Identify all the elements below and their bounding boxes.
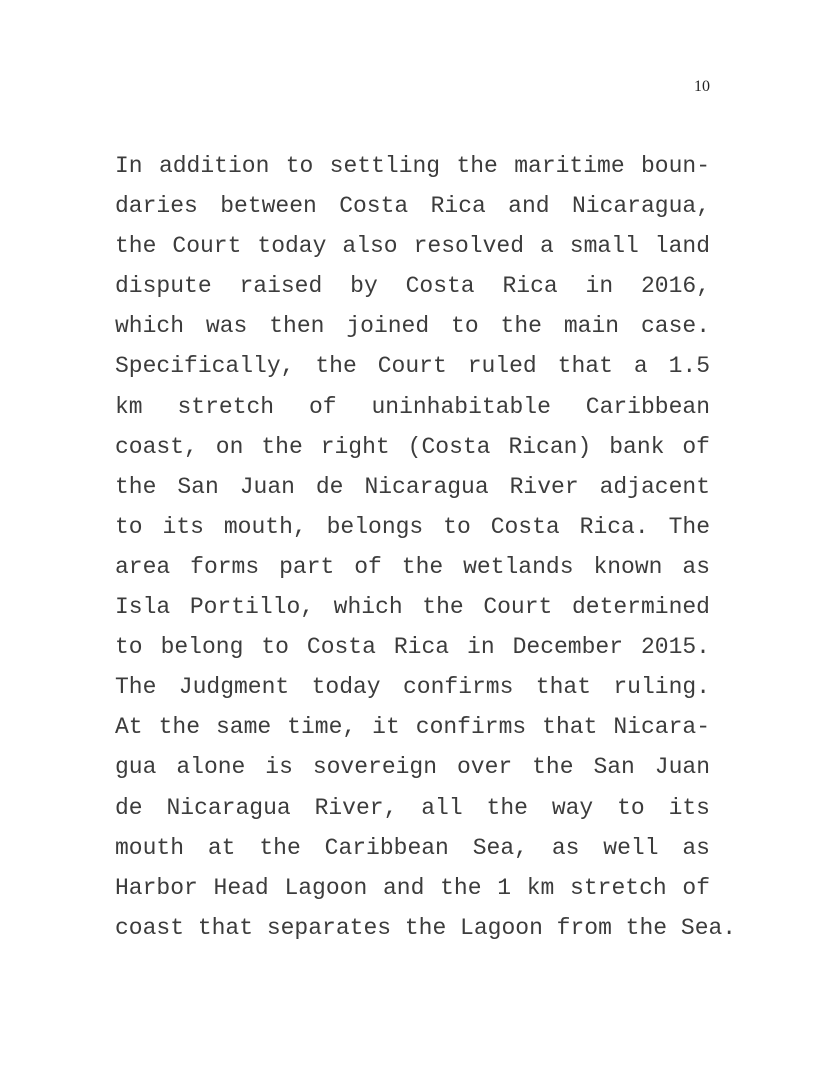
text-line: In addition to settling the maritime boun- (115, 153, 710, 179)
text-line: which was then joined to the main case. (115, 313, 710, 340)
text-line: coast, on the right (Costa Rican) bank of (115, 433, 710, 460)
text-line: mouth at the Caribbean Sea, as well as (115, 834, 710, 861)
text-line: area forms part of the wetlands known as (115, 553, 710, 580)
text-line: gua alone is sovereign over the San Juan (115, 754, 710, 781)
text-line: Harbor Head Lagoon and the 1 km stretch of (115, 874, 710, 901)
body-paragraph (115, 146, 737, 948)
text-line: Isla Portillo, which the Court determined (115, 594, 710, 621)
text-line: The Judgment today confirms that ruling. (115, 674, 710, 701)
text-line: to belong to Costa Rica in December 2015. (115, 634, 710, 661)
text-line: dispute raised by Costa Rica in 2016, (115, 273, 710, 300)
text-line: At the same time, it confirms that Nicara- (115, 714, 710, 741)
text-line: coast that separates the Lagoon from the Sea. (115, 914, 737, 941)
text-line: the Court today also resolved a small land (115, 233, 710, 260)
text-line: daries between Costa Rica and Nicaragua, (115, 193, 710, 220)
page-number: 10 (694, 78, 710, 95)
text-line: to its mouth, belongs to Costa Rica. The (115, 513, 710, 540)
text-line: km stretch of uninhabitable Caribbean (115, 393, 710, 420)
text-line: the San Juan de Nicaragua River adjacent (115, 473, 710, 500)
text-line: Specifically, the Court ruled that a 1.5 (115, 353, 710, 380)
text-line: de Nicaragua River, all the way to its (115, 794, 710, 821)
